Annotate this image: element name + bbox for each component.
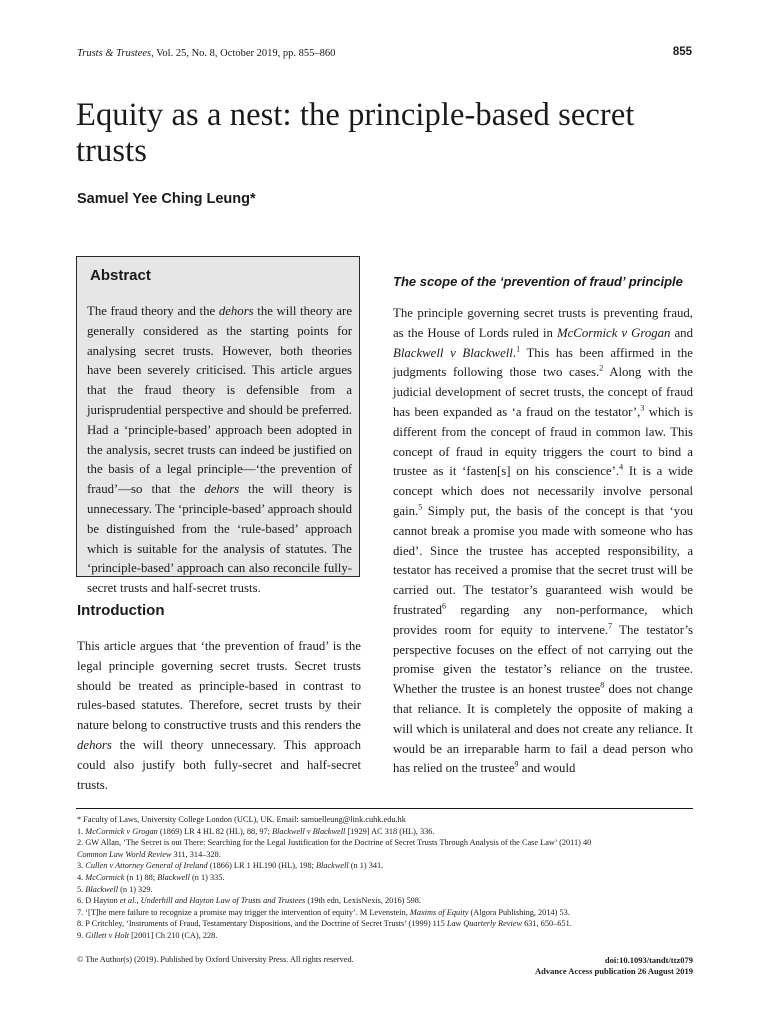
footnote-text: , (136, 896, 141, 906)
case-name: Blackwell v Blackwell (393, 345, 513, 360)
body-text-segment: The testator’s perspective focuses on the effect of not carrying out the promise given the testator’s reliance on the trustee. Whether the trustee is an honest trustee (393, 622, 693, 697)
abstract-heading: Abstract (90, 267, 151, 284)
footnote-text: 7. ‘[T]he mere failure to recognize a promise may trigger the intervention of equity’. M Levenstein, (77, 907, 410, 917)
abstract-text-italic: dehors (204, 482, 240, 497)
article-title: Equity as a nest: the principle-based secret trusts (76, 97, 635, 169)
footnote-text: 631, 650–651. (522, 919, 572, 929)
footnote-italic: Common Law World Review (77, 849, 172, 859)
journal-name: Trusts & Trustees, (77, 48, 154, 59)
introduction-heading: Introduction (77, 602, 165, 619)
scope-section-text (393, 304, 693, 779)
body-text-segment: Simply put, the basis of the concept is that ‘you cannot break a promise you made with someone who has died’. Since the trustee has accepted responsibility, a testator has received a promise that the secret trust will be carried out. The testator’s guaranteed wish would be frustrated (393, 503, 693, 617)
footnote-9 (77, 930, 693, 942)
footnote-3 (77, 860, 693, 872)
footnote-text: 5. (77, 884, 86, 894)
footnote-marker[interactable]: 3 (640, 403, 645, 413)
case-name: McCormick v Grogan (556, 325, 671, 340)
footnote-2-continued (77, 849, 693, 861)
body-text-segment: and would (518, 761, 576, 776)
footnote-marker[interactable]: 1 (516, 344, 521, 354)
footnote-marker[interactable]: 4 (619, 463, 624, 473)
footnote-italic: Blackwell (85, 884, 119, 894)
scope-section-heading: The scope of the ‘prevention of fraud’ principle (393, 274, 683, 289)
body-text-segment: Along with the judicial development of secret trusts, the concept of fraud has been expanded as ‘a fraud on the testator’, (393, 365, 693, 419)
footnote-marker[interactable]: 2 (599, 364, 604, 374)
footnote-divider (76, 808, 693, 809)
abstract-text-segment: the will theory are generally considered as the starting points for analysing secret trusts. However, both theories have been severely criticised. This article argues that the fraud theory is defensible from a jurisprudential perspective and should be preferred. Had a ‘principle-based’ approach been adopted in the analysis, secret trusts can indeed be justified on the basis of a legal principle—‘the prevention of fraud’—so that the (87, 304, 352, 497)
footnote-italic: McCormick v Grogan (85, 826, 158, 836)
footnote-text: 6. D Hayton (77, 896, 120, 906)
footnote-text: 4. (77, 872, 86, 882)
intro-text-italic: dehors (77, 737, 112, 752)
footnote-text: 311, 314–328. (171, 849, 221, 859)
body-text-segment: and (670, 325, 693, 340)
footnote-text: 1. (77, 826, 86, 836)
footnote-text: (n 1) 329. (118, 884, 153, 894)
footnotes (77, 814, 693, 942)
footnote-text: (n 1) 88; (124, 872, 158, 882)
body-text-segment: The principle governing secret trusts is preventing fraud, as the House of Lords ruled in (393, 306, 693, 340)
body-text-segment: It is a wide concept which does not necessarily involve personal gain. (393, 464, 693, 518)
author-name: Samuel Yee Ching Leung* (77, 191, 256, 207)
footnote-text: [2001] Ch 210 (CA), 228. (129, 930, 218, 940)
abstract-text-segment: The fraud theory and the (87, 304, 219, 318)
doi-link[interactable]: doi:10.1093/tandt/ttz079 (604, 955, 693, 965)
body-text-segment: does not change that reliance. It is completely the opposite of making a will which is unilateral and does not create any reliance. It would be an irreparable harm to fail a dead person who has relied on the trustee (393, 682, 693, 776)
body-text-segment: This has been affirmed in the judgments following those two cases. (393, 345, 693, 380)
footnote-marker[interactable]: 9 (514, 760, 519, 770)
footnote-text: (1869) LR 4 HL 82 (HL), 88, 97; (157, 826, 273, 836)
footnote-italic: Blackwell (157, 872, 190, 882)
footnote-text: 8. P Critchley, ‘Instruments of Fraud, Testamentary Dispositions, and the Doctrine of Secret Trusts’ (1999) 115 (77, 919, 447, 929)
footnote-marker[interactable]: 8 (600, 680, 605, 690)
footnote-italic: Underhill and Hayton Law of Trusts and Trustees (140, 896, 306, 906)
footnote-text: (1866) LR 1 HL190 (HL), 198; (207, 861, 316, 871)
footnote-italic: Blackwell v Blackwell (272, 826, 346, 836)
footnote-author (77, 814, 693, 826)
abstract-text (87, 302, 352, 599)
footnote-italic: Maxims of Equity (409, 907, 469, 917)
introduction-text (77, 637, 361, 795)
issue-details: Vol. 25, No. 8, October 2019, pp. 855–860 (153, 48, 336, 59)
footnote-text: 9. (77, 930, 86, 940)
footnote-italic: Blackwell (315, 861, 349, 871)
copyright-notice: © The Author(s) (2019). Published by Oxford University Press. All rights reserved. (77, 955, 354, 964)
footnote-marker[interactable]: 7 (608, 621, 613, 631)
body-text-segment: which is different from the concept of fraud in common law. This concept of fraud in equity triggers the court to bind a trustee as it ‘fasten[s] on his conscience’. (393, 404, 693, 479)
footnote-text: 2. GW Allan, ‘The Secret is out There: Searching for the Legal Justification for the Doctrine of Secret Trusts Through Analysis of the Case Law’ (2011) 40 (77, 838, 592, 848)
intro-text-segment: This article argues that ‘the prevention of fraud’ is the legal principle governing secret trusts. Secret trusts should be treated as principle-based in contrast to rules-based statutes. Therefore, secret trusts by their nature belong to constructive trusts and this renders the (77, 639, 361, 733)
footnote-italic: Gillett v Holt (85, 930, 130, 940)
intro-text-segment: the will theory unnecessary. This approach could also justify both fully-secret and half-secret trusts. (77, 737, 361, 792)
footnote-text: [1929] AC 318 (HL), 336. (345, 826, 435, 836)
page-number: 855 (672, 46, 692, 58)
publication-info (535, 955, 693, 977)
abstract-box (76, 256, 360, 596)
footnote-italic: et al. (119, 896, 137, 906)
footnote-1 (77, 826, 693, 838)
footnote-text: (n 1) 335. (189, 872, 225, 882)
body-text-segment: regarding any non-performance, which provides room for equity to intervene. (393, 602, 693, 637)
footnote-8 (77, 918, 693, 930)
footnote-marker[interactable]: 5 (418, 502, 423, 512)
abstract-text-italic: dehors (218, 304, 254, 318)
footnote-text: 3. (77, 861, 86, 871)
footnote-2 (77, 837, 693, 849)
abstract-text-segment: the will theory is unnecessary. The ‘principle-based’ approach should be distinguished from the ‘rule-based’ approach which is suitable for the analysis of statutes. The ‘principle-based’ approach can also reconcile fully-secret trusts and half-secret trusts. (87, 482, 352, 596)
advance-access-date: Advance Access publication 26 August 2019 (535, 966, 693, 976)
footnote-italic: McCormick (85, 872, 125, 882)
footnote-5 (77, 884, 693, 896)
footnote-text: (n 1) 341. (348, 861, 384, 871)
footnote-4 (77, 872, 693, 884)
body-text-segment: . (512, 345, 517, 360)
footnote-marker[interactable]: 6 (442, 601, 447, 611)
footnote-italic: Cullen v Attorney General of Ireland (85, 861, 208, 871)
footnote-text: (Algora Publishing, 2014) 53. (468, 907, 570, 917)
running-head (77, 48, 692, 59)
footnote-italic: Law Quarterly Review (446, 919, 523, 929)
footnote-text: * Faculty of Laws, University College London (UCL), UK. Email: samuelleung@link.cuhk.edu.hk (77, 815, 406, 824)
footnote-text: (19th edn, LexisNexis, 2016) 598. (305, 896, 421, 906)
footnote-7 (77, 907, 693, 919)
footnote-6 (77, 895, 693, 907)
